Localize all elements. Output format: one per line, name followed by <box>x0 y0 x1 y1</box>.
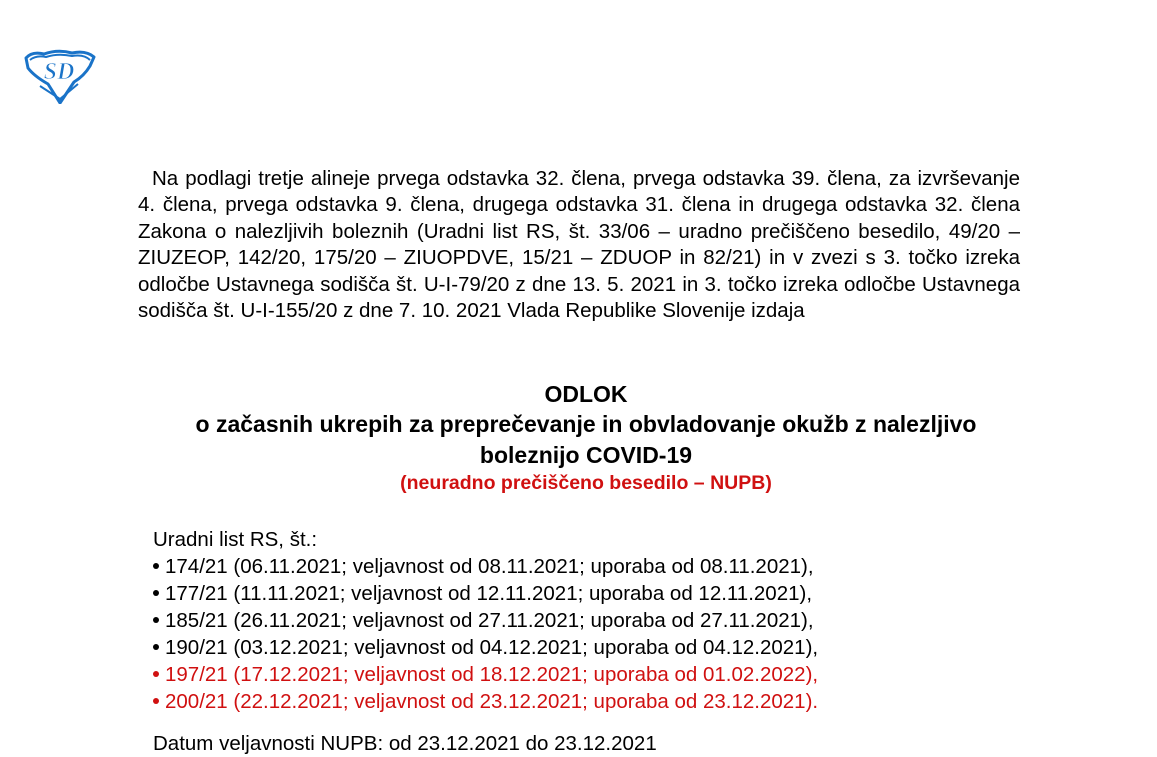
preamble-paragraph: Na podlagi tretje alineje prvega odstavka 32. člena, prvega odstavka 39. člena, za izvrševanje 4. člena, prvega odstavka 9. člena, drugega odstavka 31. člena in drugega odstavka 32. člena Zakona o nalezljivih boleznih (Uradni list RS, št. 33/06 – uradno prečiščeno besedilo, 49/20 – ZIUZEOP, 142/20, 175/20 – ZIUOPDVE, 15/21 – ZDUOP in 82/21) in v zvezi s 3. točko izreka odločbe Ustavnega sodišča št. U-I-79/20 z dne 13. 5. 2021 in 3. točko izreka odločbe Ustavnega sodišča št. U-I-155/20 z dne 7. 10. 2021 Vlada Republike Slovenije izdaja <box>138 167 1020 323</box>
gazette-label: Uradni list RS, št.: <box>153 528 318 551</box>
gazette-item-text: 200/21 (22.12.2021; veljavnost od 23.12.2021; uporaba od 23.12.2021). <box>165 690 819 713</box>
bullet-icon <box>153 590 159 596</box>
decree-title: ODLOK <box>544 381 628 407</box>
gazette-item <box>153 607 1033 634</box>
bullet-icon <box>153 563 159 569</box>
gazette-item <box>153 553 1033 580</box>
gazette-item <box>153 661 1033 688</box>
gazette-item <box>153 580 1033 607</box>
gazette-item <box>153 634 1033 661</box>
official-gazette-section <box>153 526 1033 715</box>
validity-date-line: Datum veljavnosti NUPB: od 23.12.2021 do 23.12.2021 <box>153 732 657 755</box>
bullet-icon <box>153 617 159 623</box>
bullet-icon <box>153 698 159 704</box>
gazette-item-text: 174/21 (06.11.2021; veljavnost od 08.11.2021; uporaba od 08.11.2021), <box>165 555 814 578</box>
gazette-item-text: 185/21 (26.11.2021; veljavnost od 27.11.2021; uporaba od 27.11.2021), <box>165 609 814 632</box>
logo-lettering: SD <box>43 59 75 85</box>
bullet-icon <box>153 671 159 677</box>
gazette-item-text: 197/21 (17.12.2021; veljavnost od 18.12.2021; uporaba od 01.02.2022), <box>165 663 819 686</box>
decree-subtitle: o začasnih ukrepih za preprečevanje in obvladovanje okužb z nalezljivo boleznijo COVID-19 <box>195 411 977 468</box>
gazette-list <box>153 553 1033 715</box>
gazette-item <box>153 688 1033 715</box>
government-logo-icon <box>22 48 96 104</box>
decree-title-block <box>150 380 1022 496</box>
bullet-icon <box>153 644 159 650</box>
unofficial-consolidation-note: (neuradno prečiščeno besedilo – NUPB) <box>400 472 772 494</box>
gazette-item-text: 190/21 (03.12.2021; veljavnost od 04.12.2021; uporaba od 04.12.2021), <box>165 636 819 659</box>
gazette-item-text: 177/21 (11.11.2021; veljavnost od 12.11.2021; uporaba od 12.11.2021), <box>165 582 813 605</box>
